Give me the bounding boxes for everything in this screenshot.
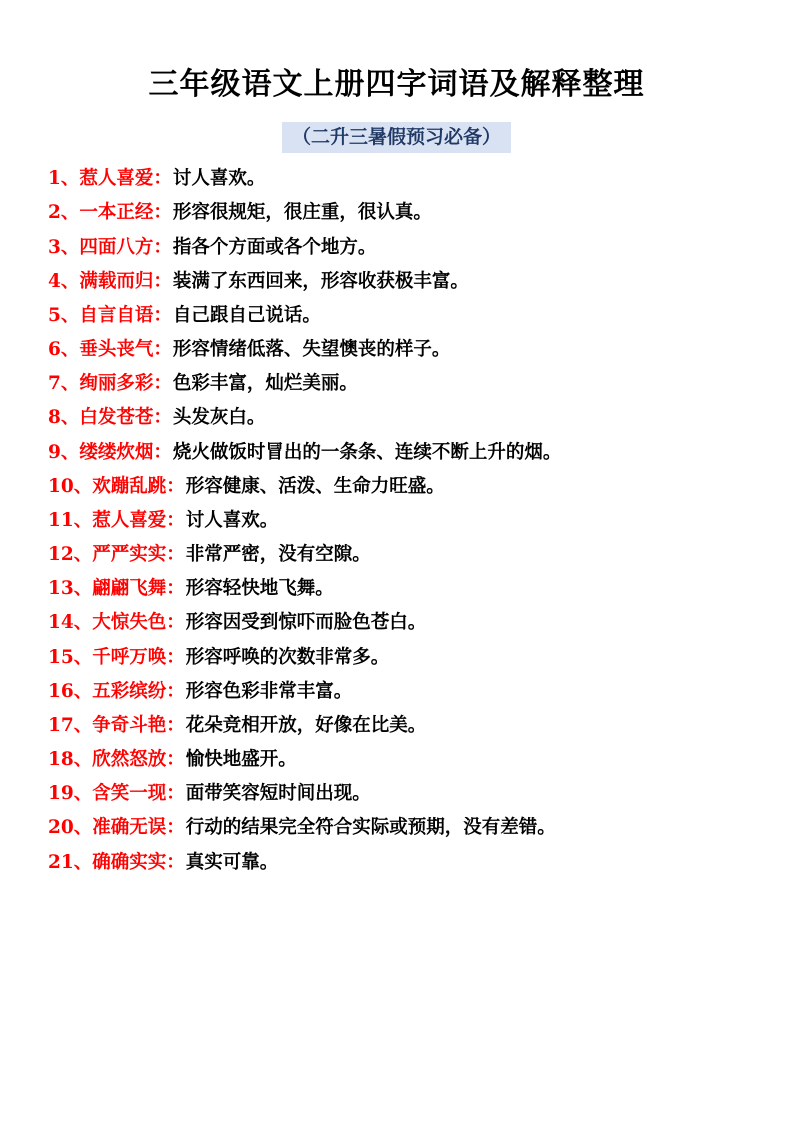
list-item xyxy=(48,543,749,567)
entry-term: 15、千呼万唤 xyxy=(48,646,167,668)
entry-term: 2、一本正经 xyxy=(48,202,154,224)
entry-term: 13、翩翩飞舞 xyxy=(48,578,167,600)
list-item xyxy=(48,816,749,840)
entry-definition: 形容情绪低落、失望懊丧的样子。 xyxy=(172,339,451,361)
entry-colon: ： xyxy=(166,851,185,873)
list-item xyxy=(48,270,749,294)
entry-colon: ： xyxy=(166,714,185,736)
entry-colon: ： xyxy=(166,578,185,600)
entry-term: 7、绚丽多彩 xyxy=(48,373,154,395)
list-item xyxy=(48,714,749,738)
list-item xyxy=(48,611,749,635)
entry-term: 8、白发苍苍 xyxy=(48,407,154,429)
entry-definition: 烧火做饭时冒出的一条条、连续不断上升的烟。 xyxy=(172,441,562,463)
list-item xyxy=(48,851,749,875)
entry-definition: 色彩丰富，灿烂美丽。 xyxy=(172,373,358,395)
entry-definition: 形容轻快地飞舞。 xyxy=(185,578,334,600)
entry-term: 18、欣然怒放 xyxy=(48,749,167,771)
entry-colon: ： xyxy=(166,475,185,497)
entry-definition: 自己跟自己说话。 xyxy=(172,304,321,326)
list-item xyxy=(48,167,749,191)
entry-term: 4、满载而归 xyxy=(48,270,154,292)
subtitle-container xyxy=(44,122,749,154)
list-item xyxy=(48,372,749,396)
list-item xyxy=(48,475,749,499)
entry-colon: ： xyxy=(153,202,172,224)
entry-term: 5、自言自语 xyxy=(48,304,154,326)
entry-definition: 面带笑容短时间出现。 xyxy=(185,783,371,805)
entry-definition: 形容很规矩，很庄重，很认真。 xyxy=(172,202,432,224)
entry-colon: ： xyxy=(166,680,185,702)
entry-colon: ： xyxy=(153,168,172,190)
list-item xyxy=(48,304,749,328)
entry-term: 19、含笑一现 xyxy=(48,783,167,805)
entry-definition: 形容因受到惊吓而脸色苍白。 xyxy=(185,612,427,634)
entry-colon: ： xyxy=(166,646,185,668)
entry-colon: ： xyxy=(153,373,172,395)
list-item xyxy=(48,201,749,225)
entry-colon: ： xyxy=(153,236,172,258)
list-item xyxy=(48,680,749,704)
list-item xyxy=(48,646,749,670)
list-item xyxy=(48,338,749,362)
page-title: 三年级语文上册四字词语及解释整理 xyxy=(148,67,645,102)
entry-definition: 讨人喜欢。 xyxy=(172,168,266,190)
entry-definition: 装满了东西回来，形容收获极丰富。 xyxy=(172,270,469,292)
entry-definition: 讨人喜欢。 xyxy=(185,509,279,531)
entry-colon: ： xyxy=(166,509,185,531)
entry-definition: 非常严密，没有空隙。 xyxy=(185,544,371,566)
entry-term: 14、大惊失色 xyxy=(48,612,167,634)
entry-colon: ： xyxy=(153,407,172,429)
list-item xyxy=(48,406,749,430)
entry-definition: 指各个方面或各个地方。 xyxy=(172,236,377,258)
list-item xyxy=(48,782,749,806)
entry-term: 6、垂头丧气 xyxy=(48,339,154,361)
subtitle-highlight: （二升三暑假预习必备） xyxy=(282,122,511,154)
entry-term: 3、四面八方 xyxy=(48,236,154,258)
list-item xyxy=(48,509,749,533)
entry-definition: 愉快地盛开。 xyxy=(185,749,297,771)
entry-colon: ： xyxy=(166,817,185,839)
entry-colon: ： xyxy=(153,304,172,326)
entry-definition: 形容色彩非常丰富。 xyxy=(185,680,353,702)
entry-colon: ： xyxy=(166,749,185,771)
entry-term: 12、严严实实 xyxy=(48,544,167,566)
list-item xyxy=(48,441,749,465)
entry-term: 10、欢蹦乱跳 xyxy=(48,475,167,497)
entry-term: 16、五彩缤纷 xyxy=(48,680,167,702)
entry-colon: ： xyxy=(153,441,172,463)
entry-definition: 行动的结果完全符合实际或预期，没有差错。 xyxy=(185,817,556,839)
entry-definition: 真实可靠。 xyxy=(185,851,279,873)
entry-term: 20、准确无误 xyxy=(48,817,167,839)
entry-term: 1、惹人喜爱 xyxy=(48,168,154,190)
entry-term: 9、缕缕炊烟 xyxy=(48,441,154,463)
list-item xyxy=(48,236,749,260)
entry-colon: ： xyxy=(153,339,172,361)
entry-definition: 花朵竞相开放，好像在比美。 xyxy=(185,714,427,736)
entry-colon: ： xyxy=(166,544,185,566)
entry-term: 11、惹人喜爱 xyxy=(48,509,167,531)
list-item xyxy=(48,577,749,601)
entry-definition: 头发灰白。 xyxy=(172,407,266,429)
vocabulary-list xyxy=(44,167,749,874)
entry-definition: 形容健康、活泼、生命力旺盛。 xyxy=(185,475,445,497)
entry-term: 21、确确实实 xyxy=(48,851,167,873)
entry-definition: 形容呼唤的次数非常多。 xyxy=(185,646,390,668)
entry-term: 17、争奇斗艳 xyxy=(48,714,167,736)
entry-colon: ： xyxy=(166,783,185,805)
entry-colon: ： xyxy=(166,612,185,634)
entry-colon: ： xyxy=(153,270,172,292)
list-item xyxy=(48,748,749,772)
